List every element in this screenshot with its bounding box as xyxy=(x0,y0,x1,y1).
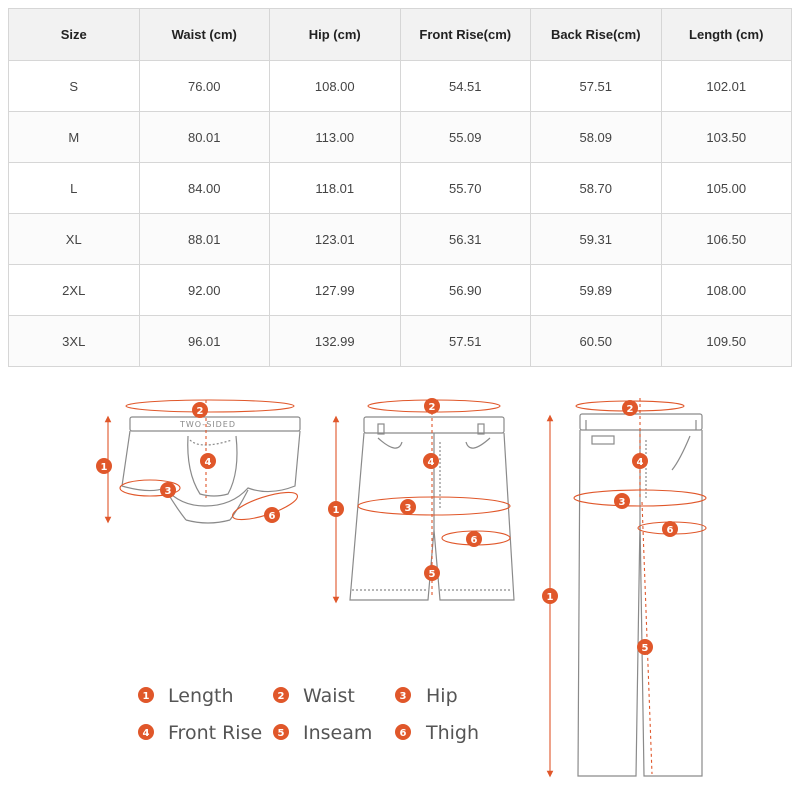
trousers-measure-lines xyxy=(550,398,706,776)
table-cell: XL xyxy=(9,214,140,265)
legend-label: Waist xyxy=(303,685,355,707)
header-waist: Waist (cm) xyxy=(139,9,270,61)
diagram-markers xyxy=(96,398,678,655)
table-cell: 109.50 xyxy=(661,316,792,367)
table-cell: 132.99 xyxy=(270,316,401,367)
marker-hip-shorts: 3 xyxy=(404,503,412,514)
table-cell: 59.89 xyxy=(531,265,662,316)
table-cell: 57.51 xyxy=(400,316,531,367)
table-cell: S xyxy=(9,61,140,112)
table-row xyxy=(9,61,792,112)
marker-length-trousers: 1 xyxy=(546,592,554,603)
measurement-legend xyxy=(138,685,479,744)
table-cell: 56.31 xyxy=(400,214,531,265)
table-cell: 88.01 xyxy=(139,214,270,265)
marker-length-briefs: 1 xyxy=(100,462,108,473)
table-cell: 84.00 xyxy=(139,163,270,214)
legend-number: 3 xyxy=(399,691,407,702)
table-header-row xyxy=(9,9,792,61)
header-size: Size xyxy=(9,9,140,61)
table-cell: 58.70 xyxy=(531,163,662,214)
table-cell: 60.50 xyxy=(531,316,662,367)
header-back-rise: Back Rise(cm) xyxy=(531,9,662,61)
legend-number: 5 xyxy=(277,728,285,739)
marker-front-rise-briefs: 4 xyxy=(204,457,212,468)
legend-item-front-rise xyxy=(138,722,262,744)
table-cell: 59.31 xyxy=(531,214,662,265)
table-row xyxy=(9,265,792,316)
table-cell: 3XL xyxy=(9,316,140,367)
measurement-diagram xyxy=(0,380,800,800)
table-cell: L xyxy=(9,163,140,214)
marker-thigh-shorts: 6 xyxy=(470,535,478,546)
legend-number: 4 xyxy=(142,728,150,739)
header-hip: Hip (cm) xyxy=(270,9,401,61)
table-cell: 102.01 xyxy=(661,61,792,112)
marker-hip-trousers: 3 xyxy=(618,497,626,508)
table-cell: 103.50 xyxy=(661,112,792,163)
header-length: Length (cm) xyxy=(661,9,792,61)
marker-thigh-briefs: 6 xyxy=(268,511,276,522)
table-cell: 123.01 xyxy=(270,214,401,265)
briefs-illustration xyxy=(122,417,300,523)
table-row xyxy=(9,316,792,367)
marker-thigh-trousers: 6 xyxy=(666,525,674,536)
brief-waistband-label: TWO-SIDED xyxy=(179,420,237,429)
marker-front-rise-shorts: 4 xyxy=(427,457,435,468)
marker-waist-shorts: 2 xyxy=(428,402,436,413)
table-cell: 76.00 xyxy=(139,61,270,112)
table-cell: 55.70 xyxy=(400,163,531,214)
table-cell: 108.00 xyxy=(270,61,401,112)
table-cell: 96.01 xyxy=(139,316,270,367)
table-cell: 80.01 xyxy=(139,112,270,163)
table-cell: 54.51 xyxy=(400,61,531,112)
marker-waist-briefs: 2 xyxy=(196,406,204,417)
table-cell: M xyxy=(9,112,140,163)
marker-inseam-trousers: 5 xyxy=(641,643,649,654)
table-row xyxy=(9,214,792,265)
legend-item-hip xyxy=(395,685,458,707)
table-cell: 92.00 xyxy=(139,265,270,316)
size-chart-table xyxy=(8,8,792,367)
legend-label: Inseam xyxy=(303,722,373,744)
marker-waist-trousers: 2 xyxy=(626,404,634,415)
legend-item-inseam xyxy=(273,722,372,744)
legend-label: Hip xyxy=(426,685,458,707)
legend-number: 6 xyxy=(399,728,407,739)
table-cell: 108.00 xyxy=(661,265,792,316)
table-cell: 113.00 xyxy=(270,112,401,163)
table-cell: 58.09 xyxy=(531,112,662,163)
marker-hip-briefs: 3 xyxy=(164,486,172,497)
legend-number: 1 xyxy=(142,691,150,702)
table-cell: 118.01 xyxy=(270,163,401,214)
table-cell: 55.09 xyxy=(400,112,531,163)
table-cell: 105.00 xyxy=(661,163,792,214)
table-row xyxy=(9,112,792,163)
header-front-rise: Front Rise(cm) xyxy=(400,9,531,61)
marker-inseam-shorts: 5 xyxy=(428,569,436,580)
legend-label: Length xyxy=(168,685,234,707)
table-cell: 106.50 xyxy=(661,214,792,265)
table-row xyxy=(9,163,792,214)
legend-item-thigh xyxy=(395,722,479,744)
legend-label: Thigh xyxy=(426,722,480,744)
table-cell: 56.90 xyxy=(400,265,531,316)
table-cell: 127.99 xyxy=(270,265,401,316)
legend-label: Front Rise xyxy=(168,722,263,744)
legend-number: 2 xyxy=(277,691,285,702)
legend-item-waist xyxy=(273,685,355,707)
marker-length-shorts: 1 xyxy=(332,505,340,516)
marker-front-rise-trousers: 4 xyxy=(636,457,644,468)
legend-item-length xyxy=(138,685,234,707)
table-cell: 2XL xyxy=(9,265,140,316)
table-cell: 57.51 xyxy=(531,61,662,112)
